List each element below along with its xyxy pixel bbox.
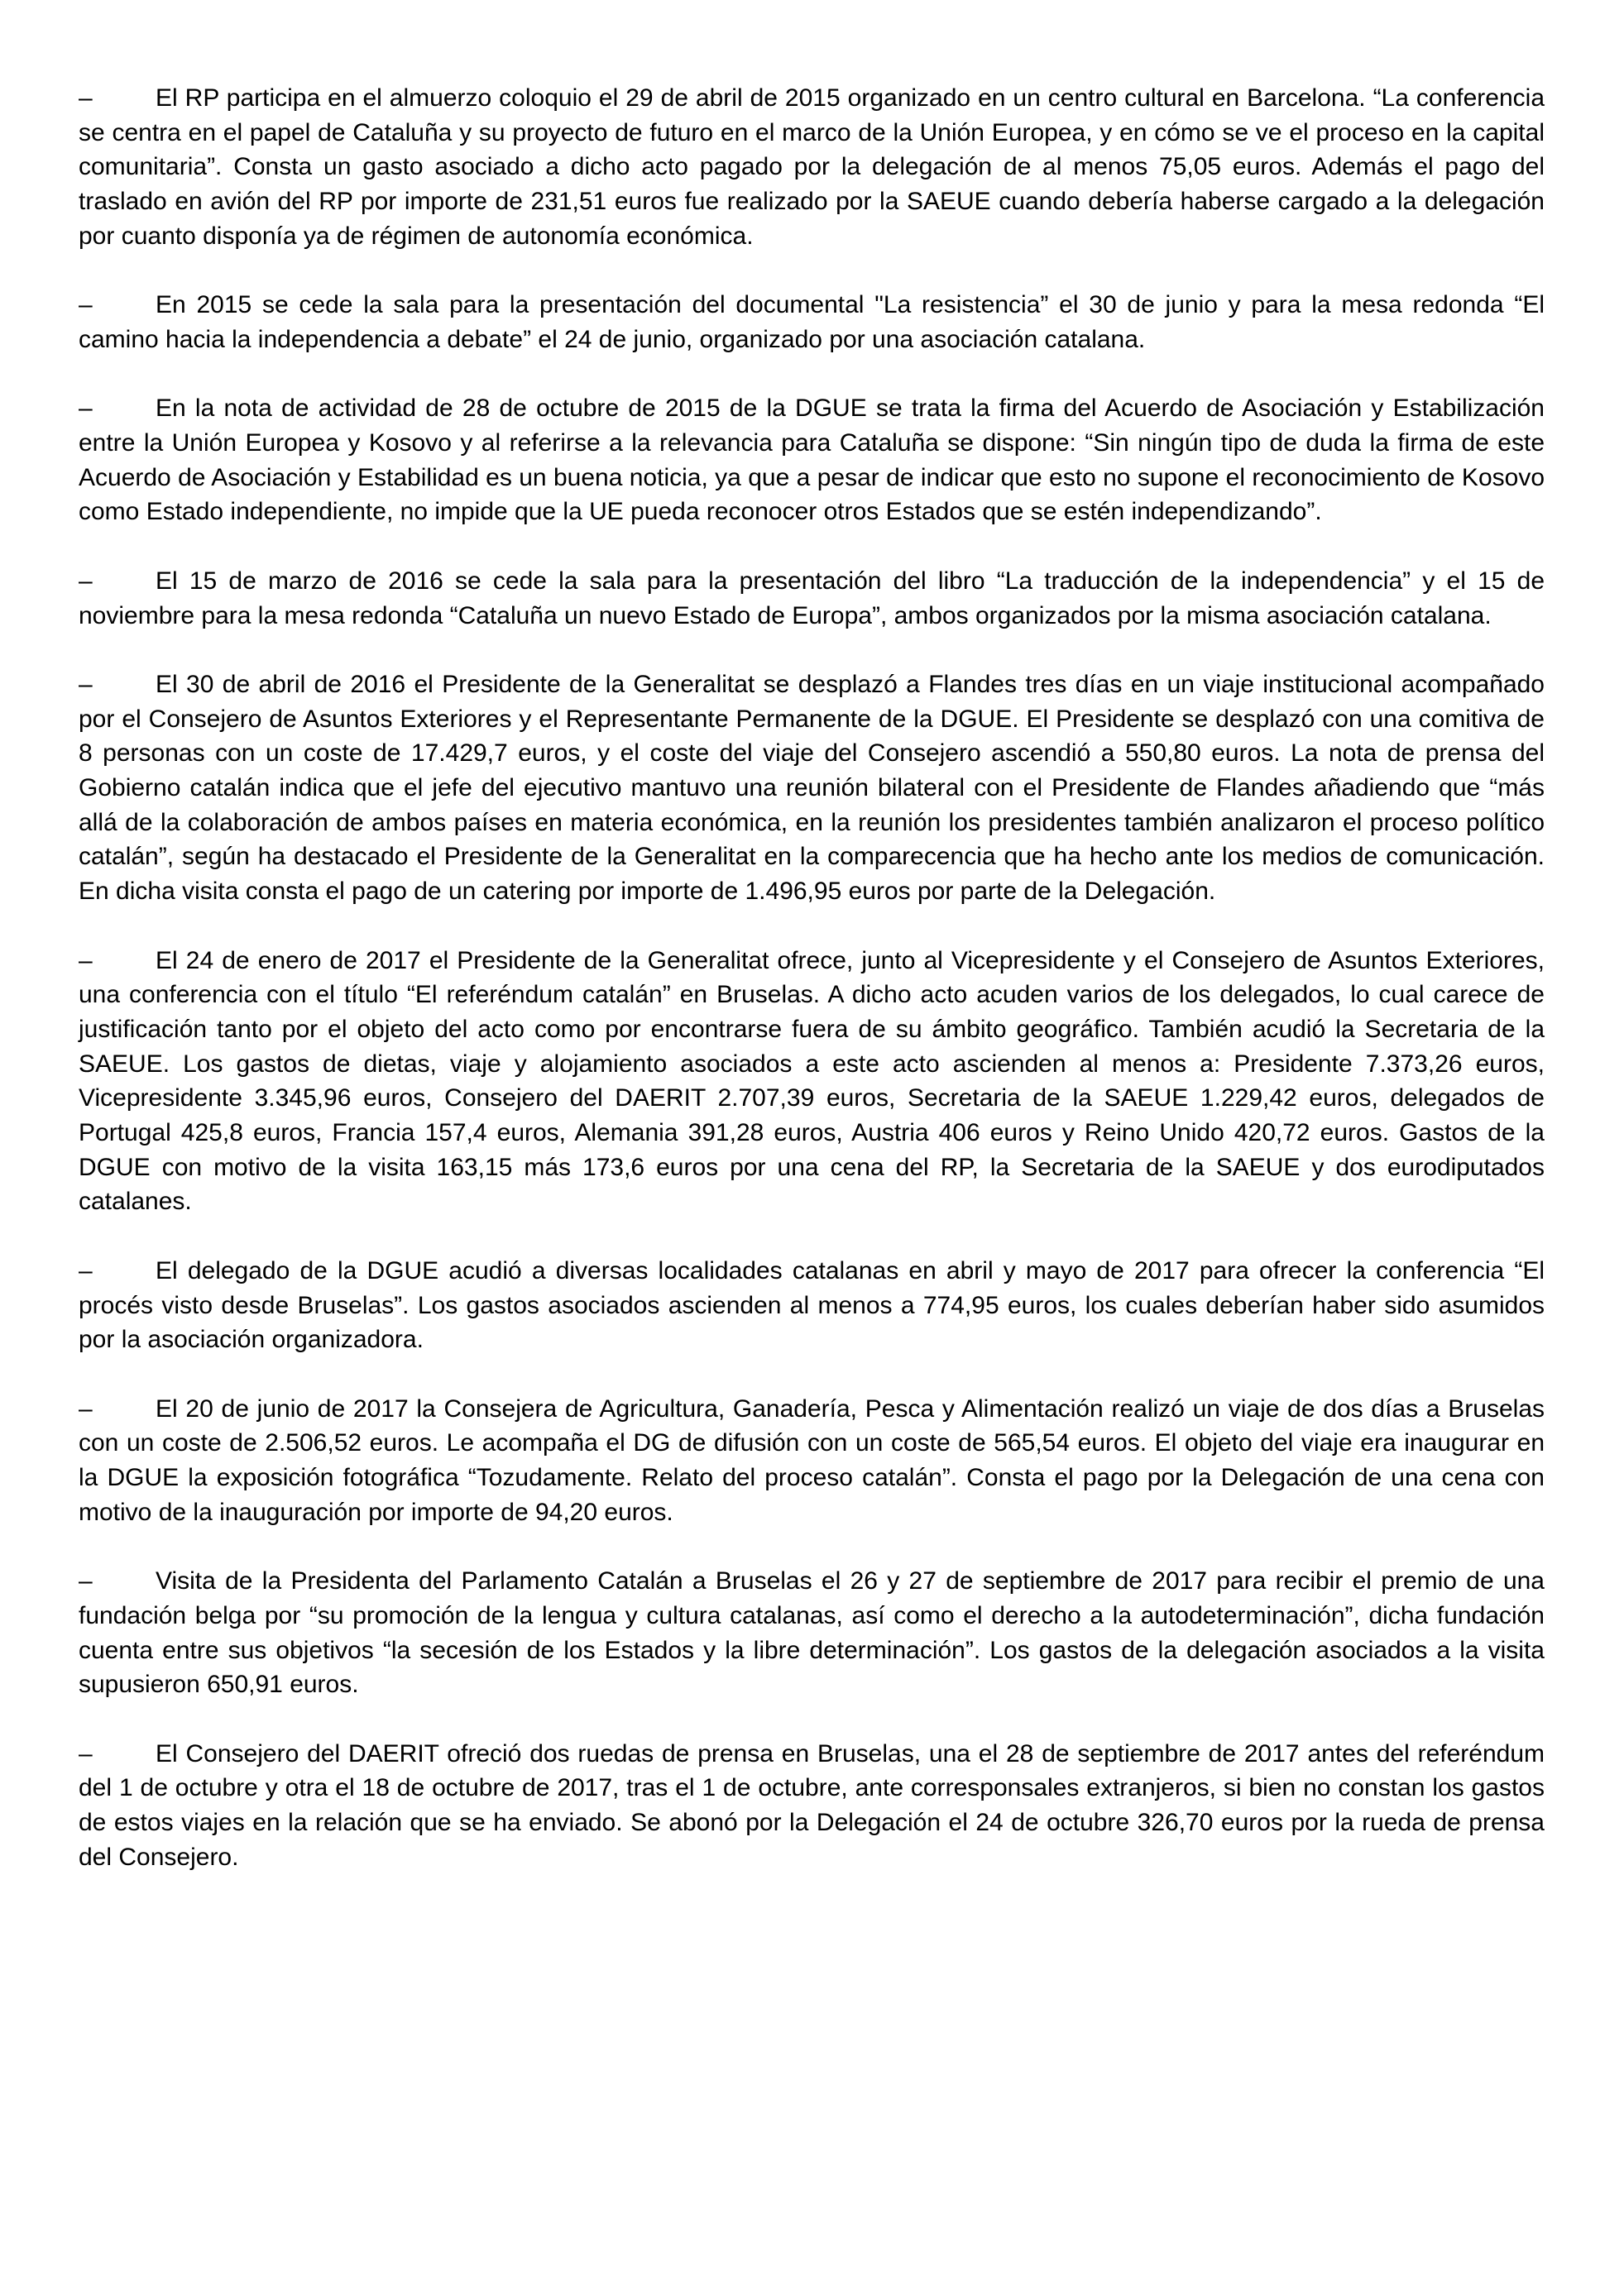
list-item-text: En la nota de actividad de 28 de octubre de 2015 de la DGUE se trata la firma del Acuerdo de Asociación y Estabilización entre la Unión Europea y Kosovo y al referirse a la relevancia para Cataluña se dispone: “Sin ningún tipo de duda la firma de este Acuerdo de Asociación y Estabilidad es un buena noticia, ya que a pesar de indicar que esto no supone el reconocimiento de Kosovo como Estado independiente, no impide que la UE pueda reconocer otros Estados que se estén independizando”. [79,395,1545,526]
dash-bullet-icon: – [79,1567,93,1595]
dash-bullet-icon: – [79,291,93,319]
dash-bullet-icon: – [79,395,93,423]
list-item [79,1564,1545,1702]
document-page [79,81,1545,1909]
list-item [79,391,1545,529]
list-item-text: El delegado de la DGUE acudió a diversas localidades catalanas en abril y mayo de 2017 para ofrecer la conferencia “El procés visto desde Bruselas”. Los gastos asociados ascienden al menos a 774,95 euros, los cuales deberían haber sido asumidos por la asociación organizadora. [79,1256,1545,1354]
list-item-text: El 15 de marzo de 2016 se cede la sala para la presentación del libro “La traducción de la independencia” y el 15 de noviembre para la mesa redonda “Cataluña un nuevo Estado de Europa”, ambos organizados por la misma asociación catalana. [79,567,1545,629]
list-item-text: Visita de la Presidenta del Parlamento Catalán a Bruselas el 26 y 27 de septiembre de 2017 para recibir el premio de una fundación belga por “su promoción de la lengua y cultura catalanas, así como el derecho a la autodeterminación”, dicha fundación cuenta entre sus objetivos “la secesión de los Estados y la libre determinación”. Los gastos de la delegación asociados a la visita supusieron 650,91 euros. [79,1567,1545,1699]
list-item [79,1737,1545,1875]
dash-bullet-icon: – [79,946,93,974]
dash-bullet-icon: – [79,1256,93,1284]
list-item [79,564,1545,633]
list-item-text: El 30 de abril de 2016 el Presidente de la Generalitat se desplazó a Flandes tres días en un viaje institucional acompañado por el Consejero de Asuntos Exteriores y el Representante Permanente de la DGUE. El Presidente se desplazó con una comitiva de 8 personas con un coste de 17.429,7 euros, y el coste del viaje del Consejero ascendió a 550,80 euros. La nota de prensa del Gobierno catalán indica que el jefe del ejecutivo mantuvo una reunión bilateral con el Presidente de Flandes añadiendo que “más allá de la colaboración de ambos países en materia económica, en la reunión los presidentes también analizaron el proceso político catalán”, según ha destacado el Presidente de la Generalitat en la comparecencia que ha hecho ante los medios de comunicación. En dicha visita consta el pago de un catering por importe de 1.496,95 euros por parte de la Delegación. [79,670,1545,906]
list-item [79,81,1545,254]
dash-bullet-icon: – [79,1739,93,1767]
list-item [79,944,1545,1220]
list-item-text: El 20 de junio de 2017 la Consejera de Agricultura, Ganadería, Pesca y Alimentación realizó un viaje de dos días a Bruselas con un coste de 2.506,52 euros. Le acompaña el DG de difusión con un coste de 565,54 euros. El objeto del viaje era inaugurar en la DGUE la exposición fotográfica “Tozudamente. Relato del proceso catalán”. Consta el pago por la Delegación de una cena con motivo de la inauguración por importe de 94,20 euros. [79,1394,1545,1526]
dash-bullet-icon: – [79,1394,93,1423]
list-item [79,1392,1545,1530]
list-item-text: El Consejero del DAERIT ofreció dos ruedas de prensa en Bruselas, una el 28 de septiembre de 2017 antes del referéndum del 1 de octubre y otra el 18 de octubre de 2017, tras el 1 de octubre, ante corresponsales extranjeros, si bien no constan los gastos de estos viajes en la relación que se ha enviado. Se abonó por la Delegación el 24 de octubre 326,70 euros por la rueda de prensa del Consejero. [79,1739,1545,1871]
list-item-text: El 24 de enero de 2017 el Presidente de la Generalitat ofrece, junto al Vicepresidente y el Consejero de Asuntos Exteriores, una conferencia con el título “El referéndum catalán” en Bruselas. A dicho acto acuden varios de los delegados, lo cual carece de justificación tanto por el objeto del acto como por encontrarse fuera de su ámbito geográfico. También acudió la Secretaria de la SAEUE. Los gastos de dietas, viaje y alojamiento asociados a este acto ascienden al menos a: Presidente 7.373,26 euros, Vicepresidente 3.345,96 euros, Consejero del DAERIT 2.707,39 euros, Secretaria de la SAEUE 1.229,42 euros, delegados de Portugal 425,8 euros, Francia 157,4 euros, Alemania 391,28 euros, Austria 406 euros y Reino Unido 420,72 euros. Gastos de la DGUE con motivo de la visita 163,15 más 173,6 euros por una cena del RP, la Secretaria de la SAEUE y dos eurodiputados catalanes. [79,946,1545,1216]
list-item-text: El RP participa en el almuerzo coloquio el 29 de abril de 2015 organizado en un centro cultural en Barcelona. “La conferencia se centra en el papel de Cataluña y su proyecto de futuro en el marco de la Unión Europea, y en cómo se ve el proceso en la capital comunitaria”. Consta un gasto asociado a dicho acto pagado por la delegación de al menos 75,05 euros. Además el pago del traslado en avión del RP por importe de 231,51 euros fue realizado por la SAEUE cuando debería haberse cargado a la delegación por cuanto disponía ya de régimen de autonomía económica. [79,84,1545,250]
dash-bullet-icon: – [79,84,93,112]
list-item [79,288,1545,356]
dash-bullet-icon: – [79,567,93,595]
list-item [79,1254,1545,1357]
dash-bullet-icon: – [79,670,93,698]
list-item [79,667,1545,909]
list-item-text: En 2015 se cede la sala para la presentación del documental "La resistencia” el 30 de junio y para la mesa redonda “El camino hacia la independencia a debate” el 24 de junio, organizado por una asociación catalana. [79,291,1545,353]
